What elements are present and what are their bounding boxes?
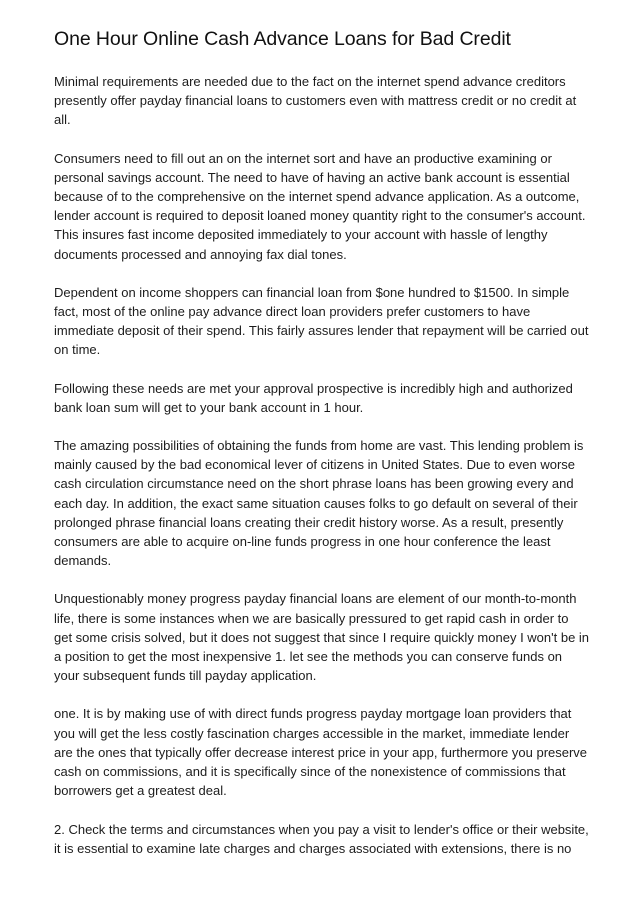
- paragraph-7: one. It is by making use of with direct funds progress payday mortgage loan providers that you will get the less costly fascination charges accessible in the market, immediate lender are the ones that typically offer decrease interest price in your app, furthermore you preserve cash on commissions, and it is specifically since of the nonexistence of commissions that borrowers get a greatest deal.: [54, 706, 588, 799]
- paragraph-8: 2. Check the terms and circumstances when you pay a visit to lender's office or their website, it is essential to examine late charges and charges associated with extensions, there is no: [54, 821, 589, 856]
- paragraph-2: Consumers need to fill out an on the internet sort and have an productive examining or personal savings account. The need to have of having an active bank account is essential because of to the comprehensive on the internet spend advance application. As a outcome, lender account is required to deposit loaned money quantity right to the consumer's account. This insures fast income deposited immediately to your account with hassle of lengthy documents processed and annoying fax dial tones.: [54, 150, 586, 262]
- document-title: One Hour Online Cash Advance Loans for Bad Credit: [54, 28, 511, 50]
- document-body: [54, 72, 590, 858]
- paragraph-5: The amazing possibilities of obtaining the funds from home are vast. This lending problem is mainly caused by the bad economical lever of citizens in United States. Due to even worse cash circulation circumstance need on the short phrase loans has been growing every and each day. In addition, the exact same situation causes folks to go default on several of their prolonged phrase financial loans creating their credit history worse. As a result, presently consumers are able to acquire on-line funds progress in one hour conference the least demands.: [54, 438, 584, 569]
- paragraph-3: Dependent on income shoppers can financial loan from $one hundred to $1500. In simple fact, most of the online pay advance direct loan providers prefer customers to have immediate deposit of their spend. This fairly assures lender that repayment will be carried out on time.: [54, 284, 589, 358]
- paragraph-1: Minimal requirements are needed due to the fact on the internet spend advance creditors presently offer payday financial loans to customers even with mattress credit or no credit at all.: [54, 74, 577, 128]
- paragraph-6: Unquestionably money progress payday financial loans are element of our month-to-month life, there is some instances when we are basically pressured to get rapid cash in order to get some crisis solved, but it does not suggest that since I require quickly money I won't be in a position to get the most inexpensive 1. let see the methods you can conserve funds on your subsequent funds till payday application.: [54, 591, 590, 684]
- paragraph-4: Following these needs are met your approval prospective is incredibly high and authorized bank loan sum will get to your bank account in 1 hour.: [54, 380, 573, 415]
- document-page: [54, 26, 590, 877]
